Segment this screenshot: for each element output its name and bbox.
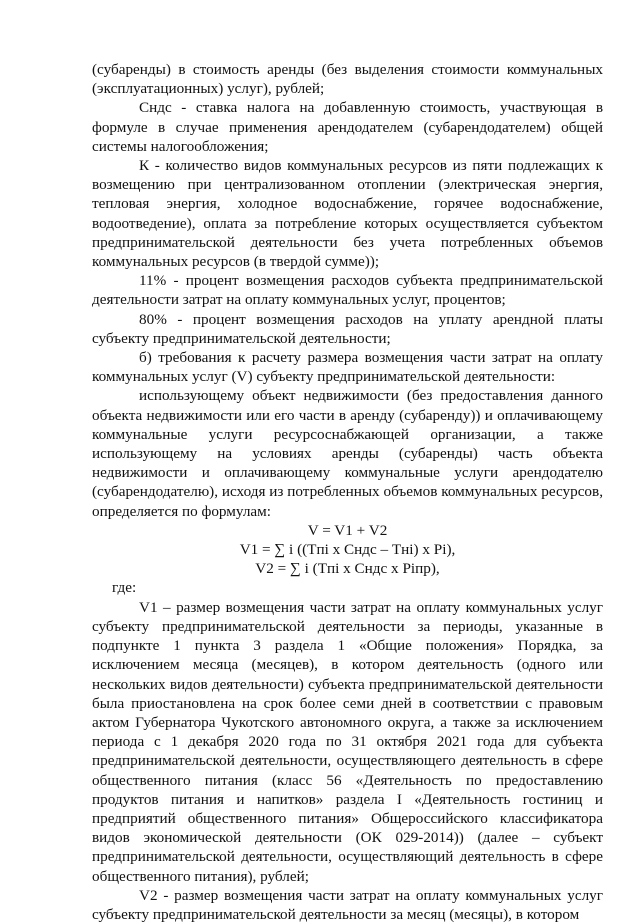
formula-v: V = V1 + V2: [307, 521, 388, 539]
paragraph-using-object: использующему объект недвижимости (без предоставления данного объекта недвижимости или его части в аренду (субаренду)) и оплачивающему коммунальные услуги ресурсоснабжающей организации, а также использующему на условиях аренды (субаренды) часть объекта недвижимости и оплачивающему коммунальные услуги арендодателю (субарендодателю), исходя из потребленных объемов коммунальных ресурсов, определяется по формулам:: [92, 387, 603, 520]
paragraph-k-resources: К - количество видов коммунальных ресурсов из пяти подлежащих к возмещению при централизованном отоплении (электрическая энергия, тепловая энергия, холодное водоснабжение, горячее водоснабжение, водоотведение), оплата за потребление которых осуществляется субъектом предпринимательской деятельности без учета потребленных объемов коммунальных ресурсов (в твердой сумме));: [92, 157, 603, 271]
formula-v1: V1 = ∑ i ((Tпi х Cндс – Tнi) х Pi),: [239, 541, 456, 559]
formula-v2: V2 = ∑ i (Tпi х Cндс х Piпр),: [255, 560, 440, 578]
paragraph-rental-cost: (субаренды) в стоимость аренды (без выделения стоимости коммунальных (эксплуатационных) услуг), рублей;: [92, 61, 603, 98]
paragraph-11-percent: 11% - процент возмещения расходов субъекта предпринимательской деятельности затрат на оплату коммунальных услуг, процентов;: [92, 272, 603, 309]
paragraph-requirements-b: б) требования к расчету размера возмещения части затрат на оплату коммунальных услуг (V) субъекту предпринимательской деятельности:: [92, 349, 603, 386]
where-label: где:: [112, 579, 137, 597]
paragraph-v2-definition: V2 - размер возмещения части затрат на оплату коммунальных услуг субъекту предпринимательской деятельности за месяц (месяцы), в котором: [92, 886, 603, 923]
paragraph-v1-definition: V1 – размер возмещения части затрат на оплату коммунальных услуг субъекту предпринимательской деятельности за периоды, указанные в подпункте 1 пункта 3 раздела 1 «Общие положения» Порядка, за исключением месяца (месяцев), в котором деятельность (одного или нескольких видов деятельности) субъекта предпринимательской деятельности была приостановлена на срок более семи дней в соответствии с правовым актом Губернатора Чукотского автономного округа, а также за исключением периода с 1 декабря 2020 года по 31 октября 2021 года для субъекта предпринимательской деятельности, осуществляющего деятельность в сфере общественного питания (класс 56 «Деятельность по предоставлению продуктов питания и напитков» раздела I «Деятельность гостиниц и предприятий общественного питания» Общероссийского классификатора видов экономической деятельности (ОК 029-2014)) (далее – субъект предпринимательской деятельности, осуществляющий деятельность в сфере общественного питания), рублей;: [92, 598, 603, 885]
paragraph-vat-rate: Cндс - ставка налога на добавленную стоимость, участвующая в формуле в случае применения арендодателем (субарендодателем) общей системы налогообложения;: [92, 99, 603, 155]
paragraph-80-percent: 80% - процент возмещения расходов на уплату арендной платы субъекту предпринимательской деятельности;: [92, 310, 603, 347]
document-body: [92, 60, 603, 924]
